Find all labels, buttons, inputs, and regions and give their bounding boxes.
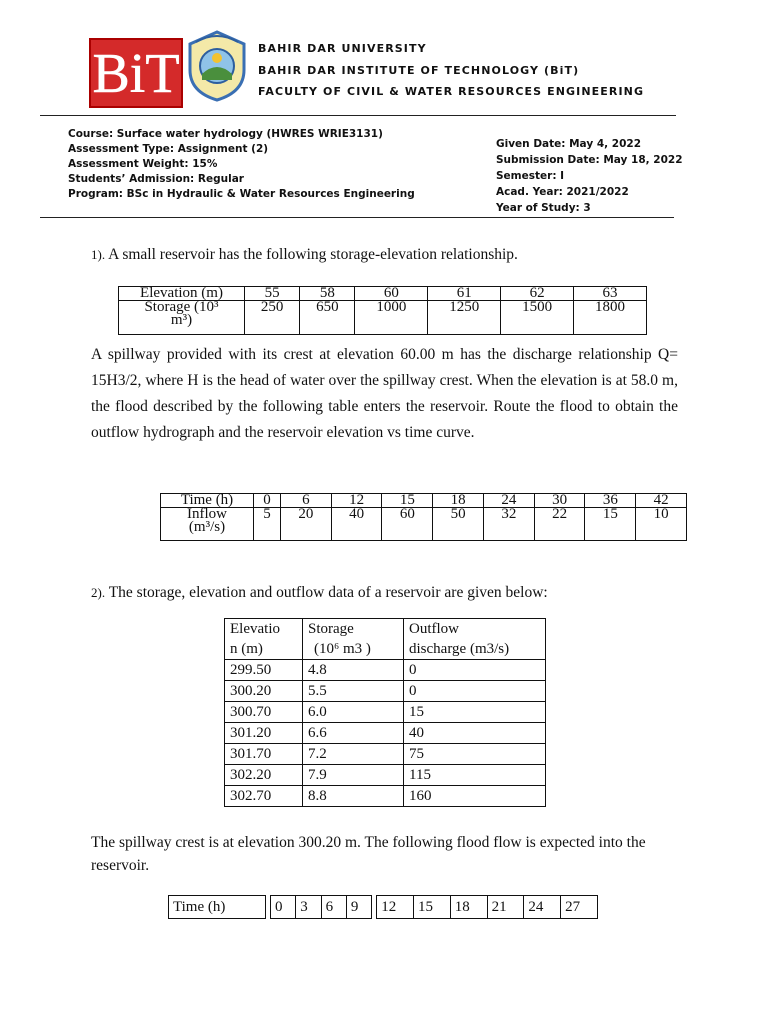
question-1-title [91, 246, 518, 264]
table-row [225, 744, 546, 765]
inflow-header-line-2: (m³/s) [188, 519, 226, 535]
table-cell: 75 [404, 744, 546, 765]
table-cell: 20 [280, 508, 331, 541]
flood-flow-table [168, 895, 598, 919]
semester: Semester: I [496, 170, 565, 182]
reservoir-data-table [224, 618, 546, 807]
table-cell: 3 [296, 896, 321, 919]
submission-date: Submission Date: May 18, 2022 [496, 154, 683, 166]
table-row [161, 508, 687, 541]
table-row [225, 786, 546, 807]
inflow-hydrograph-table [160, 493, 687, 541]
table-cell: 0 [404, 681, 546, 702]
table-cell: 5.5 [303, 681, 404, 702]
inflow-header-line-1: Inflow [187, 506, 227, 522]
table-cell: 58 [300, 287, 355, 301]
header-divider [40, 115, 676, 116]
header-line: n (m) [230, 641, 263, 657]
question-2-paragraph: The spillway crest is at elevation 300.20 m. The following flood flow is expected into the reservoir. [91, 834, 646, 874]
table-cell: 62 [501, 287, 574, 301]
table-cell: 36 [585, 494, 636, 508]
table-row [225, 660, 546, 681]
table-row [225, 681, 546, 702]
institute-name: BAHIR DAR INSTITUTE OF TECHNOLOGY (BiT) [258, 64, 580, 77]
table-cell: 5 [254, 508, 281, 541]
storage-header-line-2: m³) [170, 312, 193, 328]
year-of-study: Year of Study: 3 [496, 202, 591, 214]
table-cell: 302.70 [225, 786, 303, 807]
table-row [225, 723, 546, 744]
question-1-number: 1). [91, 247, 106, 262]
table-cell: 12 [377, 896, 414, 919]
table-row [119, 301, 647, 335]
table-cell: 18 [450, 896, 487, 919]
time-header: Time (h) [161, 494, 254, 508]
faculty-name: FACULTY OF CIVIL & WATER RESOURCES ENGINEERING [258, 85, 645, 98]
table-cell: 60 [355, 287, 428, 301]
table-cell: 55 [245, 287, 300, 301]
table-row [169, 896, 598, 919]
admission-line: Students’ Admission: Regular [68, 173, 244, 185]
time-header: Time (h) [169, 896, 266, 919]
acad-year: Acad. Year: 2021/2022 [496, 186, 629, 198]
table-cell: 8.8 [303, 786, 404, 807]
table-cell: 160 [404, 786, 546, 807]
table-cell: 30 [534, 494, 585, 508]
table-cell: 7.9 [303, 765, 404, 786]
table-cell: 32 [483, 508, 534, 541]
assessment-weight-line: Assessment Weight: 15% [68, 158, 218, 170]
header-line: Storage [308, 621, 354, 637]
table-cell: 40 [331, 508, 382, 541]
table-cell: 15 [382, 494, 433, 508]
table-cell: 299.50 [225, 660, 303, 681]
table-cell: 300.20 [225, 681, 303, 702]
table-cell: 18 [433, 494, 484, 508]
table-cell: 15 [413, 896, 450, 919]
table-cell: 6.0 [303, 702, 404, 723]
column-header [303, 619, 404, 660]
table-cell: 15 [585, 508, 636, 541]
header-line: Outflow [409, 621, 459, 637]
table-cell: 6 [280, 494, 331, 508]
table-cell: 7.2 [303, 744, 404, 765]
course-info [68, 127, 415, 202]
table-cell: 63 [574, 287, 647, 301]
question-2-title [91, 584, 548, 602]
table-row [225, 702, 546, 723]
header-line: Elevatio [230, 621, 280, 637]
table-cell: 60 [382, 508, 433, 541]
table-cell: 24 [483, 494, 534, 508]
course-line: Course: Surface water hydrology (HWRES WRIE3131) [68, 128, 383, 140]
bit-logo [89, 38, 183, 108]
table-cell: 0 [271, 896, 296, 919]
question-1-text: A small reservoir has the following storage-elevation relationship. [108, 246, 518, 263]
inflow-header [161, 508, 254, 541]
table-cell: 15 [404, 702, 546, 723]
table-cell: 22 [534, 508, 585, 541]
table-cell: 10 [636, 508, 687, 541]
university-name: BAHIR DAR UNIVERSITY [258, 42, 427, 55]
question-2-number: 2). [91, 585, 106, 600]
table-cell: 0 [254, 494, 281, 508]
table-cell: 24 [524, 896, 561, 919]
given-date: Given Date: May 4, 2022 [496, 138, 641, 150]
storage-header [119, 301, 245, 335]
table-row [225, 765, 546, 786]
table-cell: 250 [245, 301, 300, 335]
header-line: discharge (m3/s) [409, 641, 510, 657]
table-cell: 0 [404, 660, 546, 681]
table-cell: 115 [404, 765, 546, 786]
table-cell: 9 [346, 896, 371, 919]
table-cell: 650 [300, 301, 355, 335]
column-header [225, 619, 303, 660]
bit-logo-text: BiT [92, 43, 180, 105]
question-2-text: The storage, elevation and outflow data of a reservoir are given below: [108, 584, 548, 601]
info-divider [40, 217, 674, 218]
table-cell: 1250 [428, 301, 501, 335]
question-1-paragraph: A spillway provided with its crest at elevation 60.00 m has the discharge relationship Q= 15H3/2, where H is the head of water over the spillway crest. When the elevation is at 58.0 m, the flood described by the following table enters the reservoir. Route the flood to obtain the outflow hydrograph and the reservoir elevation vs time curve. [91, 346, 678, 441]
university-seal-icon [186, 30, 248, 102]
table-cell: 1000 [355, 301, 428, 335]
storage-elevation-table [118, 286, 647, 335]
column-header [404, 619, 546, 660]
header-line: (10⁶ m3 ) [314, 641, 371, 657]
table-cell: 301.20 [225, 723, 303, 744]
program-line: Program: BSc in Hydraulic & Water Resources Engineering [68, 188, 415, 200]
table-cell: 12 [331, 494, 382, 508]
table-cell: 42 [636, 494, 687, 508]
table-cell: 21 [487, 896, 524, 919]
table-header-row [225, 619, 546, 660]
table-cell: 6.6 [303, 723, 404, 744]
storage-header-line-1: Storage (10³ [144, 299, 219, 315]
table-cell: 61 [428, 287, 501, 301]
table-cell: 300.70 [225, 702, 303, 723]
table-cell: 6 [321, 896, 346, 919]
table-cell: 4.8 [303, 660, 404, 681]
table-cell: 50 [433, 508, 484, 541]
table-cell: 1500 [501, 301, 574, 335]
table-cell: 40 [404, 723, 546, 744]
table-cell: 301.70 [225, 744, 303, 765]
date-info [496, 136, 683, 216]
elevation-header: Elevation (m) [119, 287, 245, 301]
assessment-type-line: Assessment Type: Assignment (2) [68, 143, 269, 155]
table-cell: 302.20 [225, 765, 303, 786]
table-cell: 27 [561, 896, 598, 919]
table-cell: 1800 [574, 301, 647, 335]
